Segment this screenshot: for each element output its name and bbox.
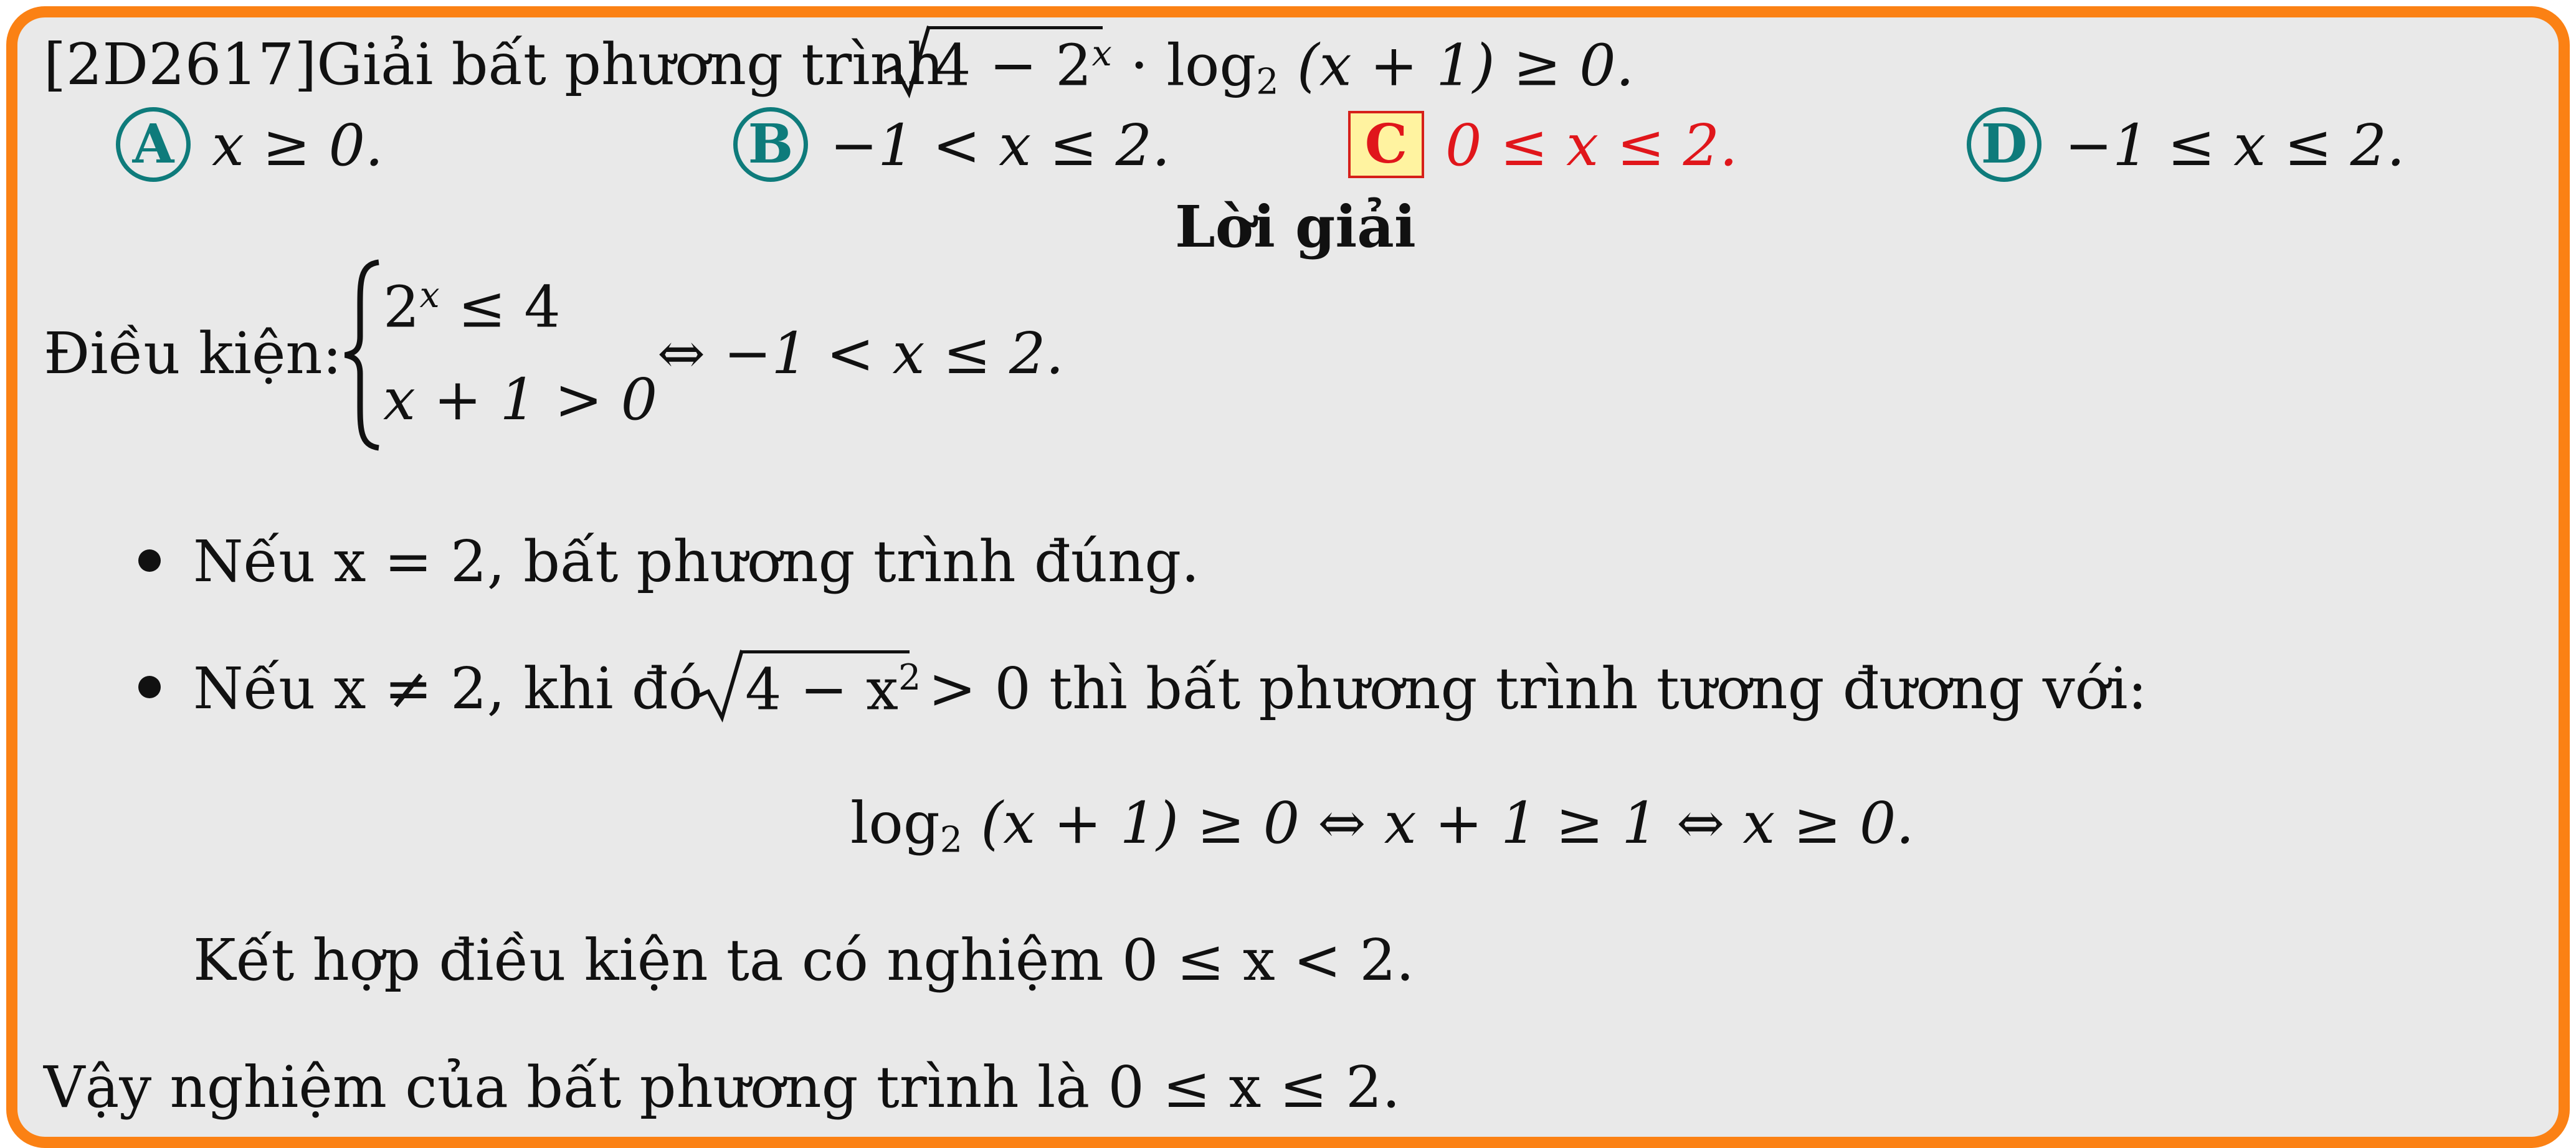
option-a-badge[interactable]: A: [116, 107, 191, 182]
bullet-2-radical: $4 - x^2$: [745, 656, 921, 723]
question-text: Giải bất phương trình: [316, 31, 944, 98]
option-c-text[interactable]: 0 ≤ x ≤ 2.: [1445, 112, 1738, 179]
log-equation: $\log_2 (x + 1) \ge 0$ ⇔ x + 1 ≥ 1 ⇔ x ≥ 0.: [850, 790, 1914, 861]
conclusion-text: Vậy nghiệm của bất phương trình là 0 ≤ x ≤ 2.: [44, 1054, 1400, 1121]
question-code: [2D2617]: [44, 31, 317, 98]
condition-1: 2$^x$ ≤ 4: [383, 273, 561, 341]
question-expression: $4 - 2^x \cdot \log_2 (x + 1) \ge 0$.: [934, 32, 1634, 103]
solution-heading: Lời giải: [1175, 193, 1416, 260]
sqrt-sign-icon: [695, 648, 744, 723]
option-b-badge[interactable]: B: [733, 107, 808, 182]
sqrt-overline: [741, 650, 910, 653]
bullet-2-post: > 0 thì bất phương trình tương đương với:: [928, 655, 2147, 722]
bullet-2-pre: Nếu x ≠ 2, khi đó: [193, 655, 703, 722]
option-a-text[interactable]: x ≥ 0.: [212, 112, 384, 179]
condition-label: Điều kiện:: [44, 320, 342, 387]
sqrt-overline: [928, 26, 1103, 29]
condition-2: x + 1 > 0: [383, 366, 658, 433]
option-d-text[interactable]: −1 ≤ x ≤ 2.: [2065, 112, 2405, 179]
question-line: [44, 31, 944, 98]
bullet-dot: [138, 676, 161, 698]
bullet-dot: [138, 549, 161, 572]
brace-icon: [341, 259, 385, 452]
option-d-badge[interactable]: D: [1967, 107, 2041, 182]
option-c-badge[interactable]: C: [1348, 111, 1424, 178]
sqrt-sign-icon: [882, 24, 931, 98]
bullet-1-text: Nếu x = 2, bất phương trình đúng.: [193, 528, 1200, 595]
condition-result: ⇔ −1 < x ≤ 2.: [657, 320, 1064, 387]
combine-text: Kết hợp điều kiện ta có nghiệm 0 ≤ x < 2.: [193, 927, 1415, 994]
option-b-text[interactable]: −1 < x ≤ 2.: [830, 112, 1171, 179]
